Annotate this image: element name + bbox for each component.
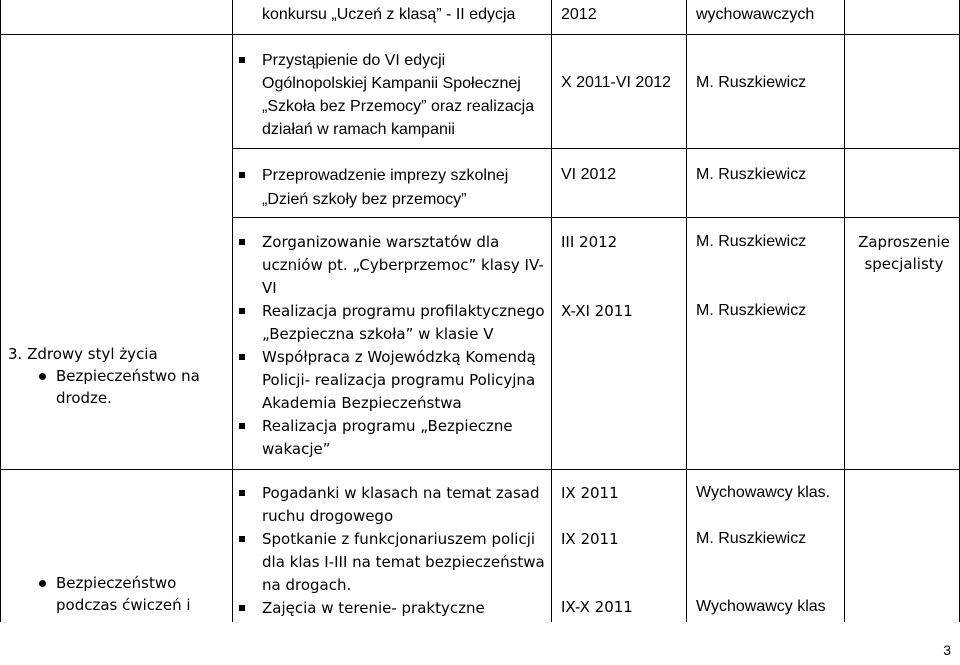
row-3-area [8, 343, 228, 409]
row-2-task [238, 164, 528, 212]
column-divider [551, 0, 552, 622]
person-value: Wychowawcy klas. [696, 484, 831, 501]
task-list-item: Współpraca z Wojewódzką Komendą Policji- realizacja programu Policyjna Akademia Bezpieczeństwa [238, 346, 548, 415]
row-2-date: VI 2012 [561, 166, 617, 183]
row-4-person [696, 596, 826, 618]
row-3-notes: Zaproszenie specjalisty [858, 233, 950, 273]
row-2-person: M. Ruszkiewicz [696, 166, 807, 183]
row-3-person [696, 231, 806, 253]
row-4-date [561, 482, 619, 504]
square-bullet-icon [239, 57, 245, 63]
area-list-item: Bezpieczeństwo podczas ćwiczeń i [8, 572, 228, 616]
page-number: 3 [943, 642, 951, 658]
row-4-date [561, 596, 633, 618]
square-bullet-icon [239, 605, 245, 611]
table-border-left [0, 0, 1, 622]
date-value: III 2012 [561, 233, 618, 251]
row-4-date [561, 528, 619, 550]
row-3-date [561, 231, 617, 253]
column-divider [844, 0, 845, 622]
row-3-person [696, 300, 806, 322]
date-value: IX 2011 [561, 484, 619, 502]
column-divider [686, 0, 687, 622]
row-divider [232, 148, 960, 149]
task-list-item: Spotkanie z funkcjonariuszem policji dla klas I-III na temat bezpieczeństwa na drogach. [238, 528, 548, 597]
date-value: X-XI 2011 [561, 302, 633, 320]
row-4-task [238, 482, 548, 620]
square-bullet-icon [239, 308, 245, 314]
column-divider [232, 0, 233, 622]
row-4-person [696, 528, 806, 550]
round-bullet-icon [39, 580, 46, 587]
round-bullet-icon [39, 373, 46, 380]
square-bullet-icon [239, 172, 245, 178]
row-1-person: M. Ruszkiewicz [696, 74, 807, 91]
row-divider [0, 34, 960, 35]
row-divider [0, 469, 960, 470]
person-value: M. Ruszkiewicz [696, 302, 807, 319]
task-list-item: Przystąpienie do VI edycji Ogólnopolskiej Kampanii Społecznej „Szkoła bez Przemocy” oraz realizacja działań w ramach kampanii [238, 49, 538, 141]
area-title: 3. Zdrowy styl życia [8, 345, 158, 363]
row-3-date [561, 300, 633, 322]
task-list-item: Przeprowadzenie imprezy szkolnej „Dzień szkoły bez przemocy” [238, 164, 528, 212]
task-list-item: Zajęcia w terenie- praktyczne [238, 597, 548, 620]
row-0-person: wychowawczych [696, 6, 815, 23]
row-divider [232, 217, 960, 218]
person-value: M. Ruszkiewicz [696, 233, 807, 250]
square-bullet-icon [239, 536, 245, 542]
row-1-task [238, 49, 538, 141]
person-value: Wychowawcy klas [696, 598, 826, 615]
square-bullet-icon [239, 239, 245, 245]
task-list-item: Zorganizowanie warsztatów dla uczniów pt. „Cyberprzemoc” klasy IV-VI [238, 231, 548, 300]
row-0-task: konkursu „Uczeń z klasą” - II edycja [262, 6, 516, 23]
row-1-date: X 2011-VI 2012 [561, 74, 672, 91]
date-value: IX 2011 [561, 530, 619, 548]
task-list-item: Pogadanki w klasach na temat zasad ruchu drogowego [238, 482, 548, 528]
row-0-date: 2012 [561, 6, 597, 23]
task-list-item: Realizacja programu „Bezpieczne wakacje” [238, 415, 548, 461]
date-value: IX-X 2011 [561, 598, 633, 616]
task-list-item: Realizacja programu profilaktycznego „Bezpieczna szkoła” w klasie V [238, 300, 548, 346]
row-3-task [238, 231, 548, 461]
square-bullet-icon [239, 490, 245, 496]
square-bullet-icon [239, 423, 245, 429]
square-bullet-icon [239, 354, 245, 360]
row-4-area [8, 572, 228, 616]
row-4-person [696, 482, 830, 504]
person-value: M. Ruszkiewicz [696, 530, 807, 547]
area-list-item: Bezpieczeństwo na drodze. [8, 365, 228, 409]
